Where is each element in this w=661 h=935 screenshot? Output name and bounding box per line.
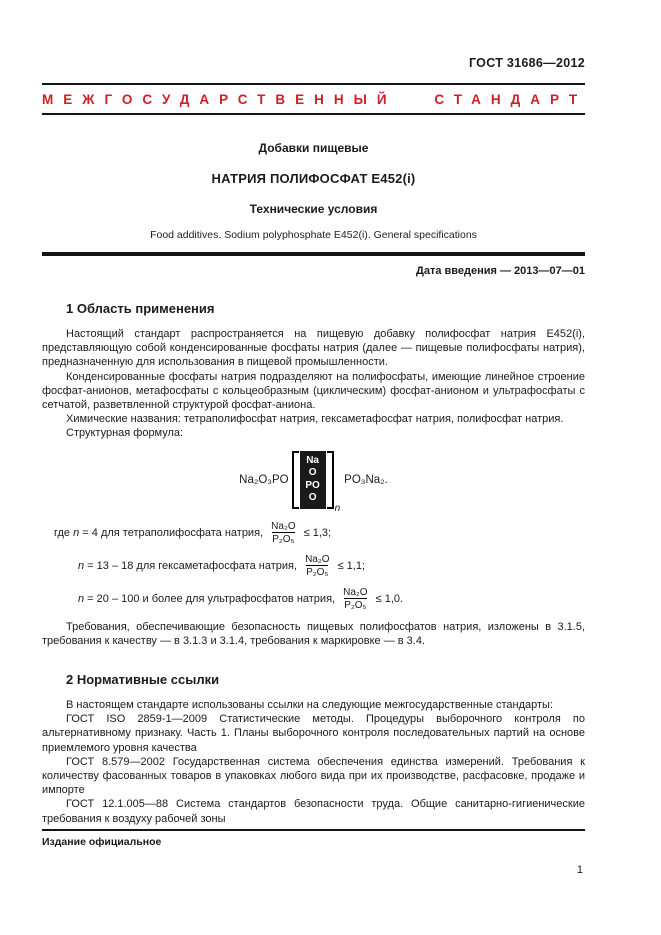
doc-number: ГОСТ 31686—2012 bbox=[468, 56, 585, 70]
section-2-paragraph: ГОСТ 8.579—2002 Государственная система обеспечения единства измерений. Требования к количеству фасованных товаров в упаковках любого вида при их производстве, расфасовке, продаже и импорте bbox=[42, 755, 585, 797]
formula-condition bbox=[54, 521, 585, 545]
page-footer bbox=[42, 829, 585, 848]
section-1-paragraph: Конденсированные фосфаты натрия подразделяют на полифосфаты, имеющие линейное строение фосфат-анионов, метафосфаты с кольцеобразным (циклическим) фосфат-анионом и ультрафосфаты с сетчатой, разветвленной структурой фосфат-аниона. bbox=[42, 370, 585, 412]
condition-variable: n bbox=[73, 526, 80, 539]
condition-comparison: ≤ 1,1; bbox=[334, 559, 366, 572]
section-1-paragraph: Химические названия: тетраполифосфат натрия, гексаметафосфат натрия, полифосфат натрия. bbox=[66, 413, 564, 426]
section-2-paragraph: ГОСТ 12.1.005—88 Система стандартов безопасности труда. Общие санитарно-гигиенические требования к воздуху рабочей зоны bbox=[42, 798, 585, 825]
unit-line: PO bbox=[305, 479, 320, 491]
condition-variable: n bbox=[78, 559, 85, 572]
right-bracket bbox=[327, 451, 334, 509]
formula-repeating-unit bbox=[292, 451, 341, 514]
edition-note: Издание официальное bbox=[42, 836, 162, 848]
title-group: Добавки пищевые bbox=[258, 141, 369, 155]
fraction-numerator: Na₂O bbox=[305, 553, 330, 565]
standard-banner bbox=[42, 83, 588, 115]
condition-comparison: ≤ 1,3; bbox=[300, 526, 332, 539]
condition-comparison: ≤ 1,0. bbox=[372, 592, 404, 605]
title-separator-rule bbox=[42, 252, 585, 256]
condition-text: = 4 для тетраполифосфата натрия, bbox=[79, 526, 267, 539]
formula-subscript-n: n bbox=[334, 502, 341, 514]
fraction-numerator: Na₂O bbox=[343, 586, 368, 598]
left-bracket bbox=[292, 451, 299, 509]
title-english: Food additives. Sodium polyphosphate E452(i). General specifications bbox=[150, 229, 477, 241]
formula-condition bbox=[78, 554, 585, 578]
formula-left-term: Na₂O₃PO bbox=[239, 473, 289, 486]
condition-text: = 20 – 100 и более для ультрафосфатов натрия, bbox=[84, 592, 339, 605]
formula-condition bbox=[78, 587, 585, 611]
ratio-fraction bbox=[271, 521, 295, 545]
page-number: 1 bbox=[576, 864, 583, 876]
title-subtitle: Технические условия bbox=[249, 202, 378, 216]
ratio-fraction bbox=[343, 587, 367, 611]
structural-formula bbox=[42, 451, 585, 514]
banner-rule-bottom bbox=[42, 113, 585, 115]
unit-line: Na bbox=[306, 454, 319, 466]
section-1-paragraph: Структурная формула: bbox=[66, 427, 184, 440]
ratio-fraction bbox=[305, 554, 329, 578]
section-1-paragraph: Настоящий стандарт распространяется на пищевую добавку полифосфат натрия Е452(i), представляющую собой конденсированные фосфаты натрия (далее — пищевые полифосфаты натрия), предназначенную для использования в пищевой промышленности. bbox=[42, 328, 585, 369]
section-2-paragraph: В настоящем стандарте использованы ссылки на следующие межгосударственные стандарты: bbox=[66, 699, 554, 712]
unit-line: O bbox=[308, 467, 317, 479]
section-1-closing-paragraph: Требования, обеспечивающие безопасность пищевых полифосфатов натрия, изложены в 3.1.5, требования к качеству — в 3.1.3 и 3.1.4, требования к маркировке — в 3.4. bbox=[42, 620, 585, 647]
fraction-denominator: P₂O₅ bbox=[306, 566, 329, 578]
fraction-denominator: P₂O₅ bbox=[272, 533, 295, 545]
section-1-heading: 1 Область применения bbox=[66, 301, 215, 316]
condition-text: = 13 – 18 для гексаметафосфата натрия, bbox=[84, 559, 301, 572]
condition-variable: n bbox=[78, 592, 85, 605]
formula-unit-box bbox=[300, 451, 326, 509]
introduction-date: Дата введения — 2013—07—01 bbox=[416, 265, 585, 277]
title-block bbox=[42, 141, 585, 241]
formula-right-term: PO₃Na₂. bbox=[344, 473, 388, 486]
title-main: НАТРИЯ ПОЛИФОСФАТ Е452(i) bbox=[211, 171, 416, 186]
fraction-numerator: Na₂O bbox=[271, 520, 296, 532]
unit-line: O bbox=[308, 492, 317, 504]
fraction-denominator: P₂O₅ bbox=[344, 599, 367, 611]
section-2-paragraph: ГОСТ ISO 2859-1—2009 Статистические методы. Процедуры выборочного контроля по альтернативному признаку. Часть 1. Планы выборочного контроля последовательных партий на основе приемлемого уровня качества bbox=[42, 713, 585, 754]
standard-type-label: МЕЖГОСУДАРСТВЕННЫЙ СТАНДАРТ bbox=[42, 92, 588, 107]
section-2-heading: 2 Нормативные ссылки bbox=[66, 672, 220, 688]
condition-lead: где bbox=[54, 526, 74, 539]
